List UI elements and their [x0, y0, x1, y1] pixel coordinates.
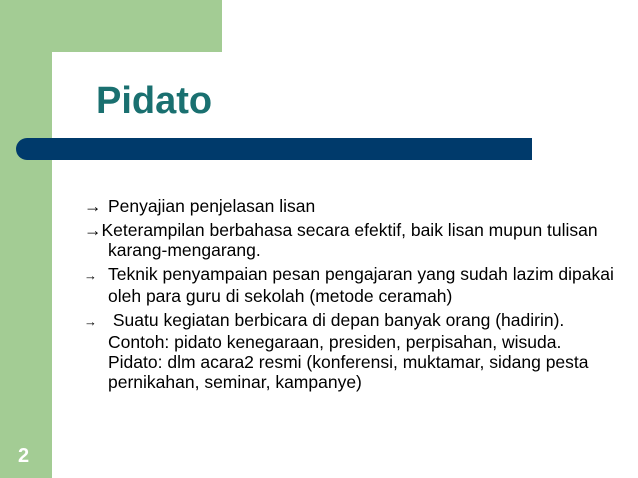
bullet-text: Suatu kegiatan berbicara di depan banyak orang (hadirin). Contoh: pidato kenegaraan, presiden, perpisahan, wisuda. Pidato: dlm acara2 resmi (konferensi, muktamar, sidang pesta pernikahan, seminar, kampanye) [108, 310, 589, 392]
bullet-text: Penyajian penjelasan lisan [108, 196, 316, 216]
arrow-icon: → [84, 220, 102, 240]
bullet-text: Keterampilan berbahasa secara efektif, baik lisan mupun tulisan karang-mengarang. [101, 220, 598, 260]
bullet-item [84, 196, 614, 216]
arrow-icon: → [84, 314, 97, 329]
bullet-item [84, 310, 614, 392]
bullet-list [84, 196, 614, 396]
page-number: 2 [18, 445, 30, 467]
green-sidebar [0, 0, 52, 478]
green-top-band [0, 0, 222, 52]
arrow-icon: → [84, 196, 102, 216]
arrow-icon: → [84, 268, 97, 283]
bullet-text: Teknik penyampaian pesan pengajaran yang sudah lazim dipakai oleh para guru di sekolah (metode ceramah) [108, 264, 614, 306]
title-underline-bar [16, 138, 532, 160]
bullet-item [84, 220, 614, 260]
slide-title: Pidato [96, 80, 213, 122]
bullet-item [84, 264, 614, 306]
